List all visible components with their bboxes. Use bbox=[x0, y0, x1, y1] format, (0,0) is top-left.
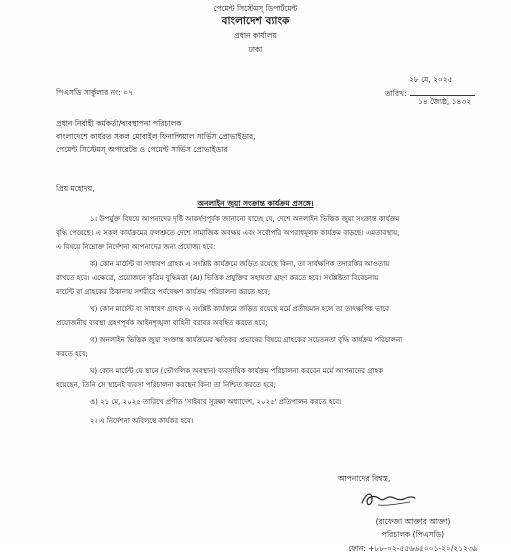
body-line: গ) অনলাইন ভিত্তিক জুয়া সংক্রান্ত কার্যক্রমের ক্ষতিকর প্রভাবের বিষয়ে গ্রাহকের সচেতনতা বৃদ্ধি কার্যক্রম পরিচালনা bbox=[90, 336, 403, 344]
office-name: প্রধান কার্যালয় bbox=[234, 31, 277, 40]
date-label: তারিখ: bbox=[385, 89, 407, 98]
body-line: ২। এ নির্দেশনা অবিলম্বে কার্যকর হবে। bbox=[90, 417, 194, 425]
body-line: ক) কোন মার্চেন্ট বা সাধারণ গ্রাহক এ সংশ্লিষ্ট কার্যক্রমে জড়িত রয়েছে কিনা, তা সার্বক্ষণিক তদারকির আওতায় bbox=[90, 260, 390, 268]
department-name: পেমেন্ট সিস্টেমস্‌ ডিপার্টমেন্ট bbox=[213, 4, 298, 13]
recipient-line: পেমেন্ট সিস্টেমস্‌ অপারেটর ও পেমেন্ট সার্ভিস প্রোভাইডার bbox=[56, 145, 228, 154]
body-line: প্রয়োজনীয় ব্যবস্থা গ্রহণপূর্বক আইনশৃঙ্খলা বাহিনী বরাবর অবহিত করতে হবে; bbox=[56, 319, 268, 327]
signatory-phone: ফোন: +৮৮-০২-৫৫৬৬৫০০১-২০/২১২৩৯ bbox=[348, 544, 478, 553]
body-line: ঘ) কোন মার্চেন্ট যে স্থানে (ভৌগলিক অবস্থান) ব্যবসায়িক কার্যক্রম পরিচালনা করবেন মর্মে আপনাদের গ্রাহক bbox=[90, 367, 384, 375]
salutation: প্রিয় মহোদয়, bbox=[56, 184, 95, 193]
bank-name: বাংলাদেশ ব্যাংক bbox=[221, 15, 290, 27]
body-line: রাখতে হবে। এক্ষেত্রে, প্রয়োজনে কৃত্রিম বুদ্ধিমত্তা (AI) ভিত্তিক প্রযুক্তির সহায়তা গ্রহণ করতে হবে। সংশ্লিষ্টতা বিবেচনায় bbox=[56, 274, 379, 282]
body-line: ঙ) ২১ মে, ২০২৫ তারিখে প্রণীত 'সাইবার সুরক্ষা অধ্যাদেশ, ২০২৫' প্রতিপালন করতে হবে। bbox=[90, 398, 342, 406]
date-english: ২৮ মে, ২০২৫ bbox=[409, 75, 453, 84]
recipient-line: প্রধান নির্বাহী কর্মকর্তা/ব্যবস্থাপনা পরিচালক bbox=[56, 119, 182, 128]
date-bangla: ১৪ জ্যৈষ্ঠ, ১৪৩২ bbox=[418, 97, 472, 106]
body-line: এ বিষয়ে নিম্নোক্ত নির্দেশনা আপনাদের জন্য প্রযোজ্য হবে: bbox=[56, 243, 216, 251]
body-line: খ) কোন মার্চেন্ট বা সাধারণ গ্রাহক এ সংশ্লিষ্ট কার্যক্রমে জড়িত রয়েছে মর্মে প্রতীয়মান হলে তা তাৎক্ষণিক ভাবে bbox=[90, 305, 390, 313]
body-line: করতে হবে; bbox=[56, 350, 88, 358]
signatory-name: (রাফেজা আক্তার আক্তা) bbox=[375, 517, 451, 526]
body-line: মার্চেন্ট বা গ্রাহকের ঠিকানায় সশরীরে পর্যবেক্ষণ কার্যক্রম পরিচালনা করতে হবে; bbox=[56, 288, 271, 296]
date-divider bbox=[410, 95, 475, 96]
signatory-title: পরিচালক (পিএসডি) bbox=[381, 530, 445, 539]
subject-line: অনলাইন জুয়া সংক্রান্ত কার্যক্রম প্রসঙ্গে। bbox=[197, 199, 314, 208]
signature-image bbox=[358, 487, 418, 511]
recipient-line: বাংলাদেশে কার্যরত সকল মোবাইল ফিনান্সিয়াল সার্ভিস প্রোভাইডার, bbox=[56, 132, 256, 141]
circular-number: পিএসডি সার্কুলার নং: ০৭ bbox=[56, 88, 133, 97]
body-line: বৃদ্ধি পেয়েছে। এ সকল কার্যক্রমের ফলশ্রুতে দেশে সামাজিক অবক্ষয় এবং সর্বোপরি অপরাধমূলক কার্যক্রম বাড়ছে। এমতাবস্থায়, bbox=[56, 229, 400, 237]
body-line: হয়েছেন, তিনি সে স্থানেই ব্যবসা পরিচালনা করছেন কিনা তা নিশ্চিত করতে হবে; bbox=[56, 381, 276, 389]
city-name: ঢাকা bbox=[248, 45, 263, 54]
closing-text: আপনাদের বিশ্বস্ত, bbox=[338, 474, 391, 483]
body-line: ১। উপর্যুক্ত বিষয়ে আপনাদের দৃষ্টি আকর্ষণপূর্বক জানানো যাচ্ছে যে, দেশে অনলাইন ভিত্তিক জুয়া সংক্রান্ত কার্যক্রম bbox=[90, 215, 400, 223]
